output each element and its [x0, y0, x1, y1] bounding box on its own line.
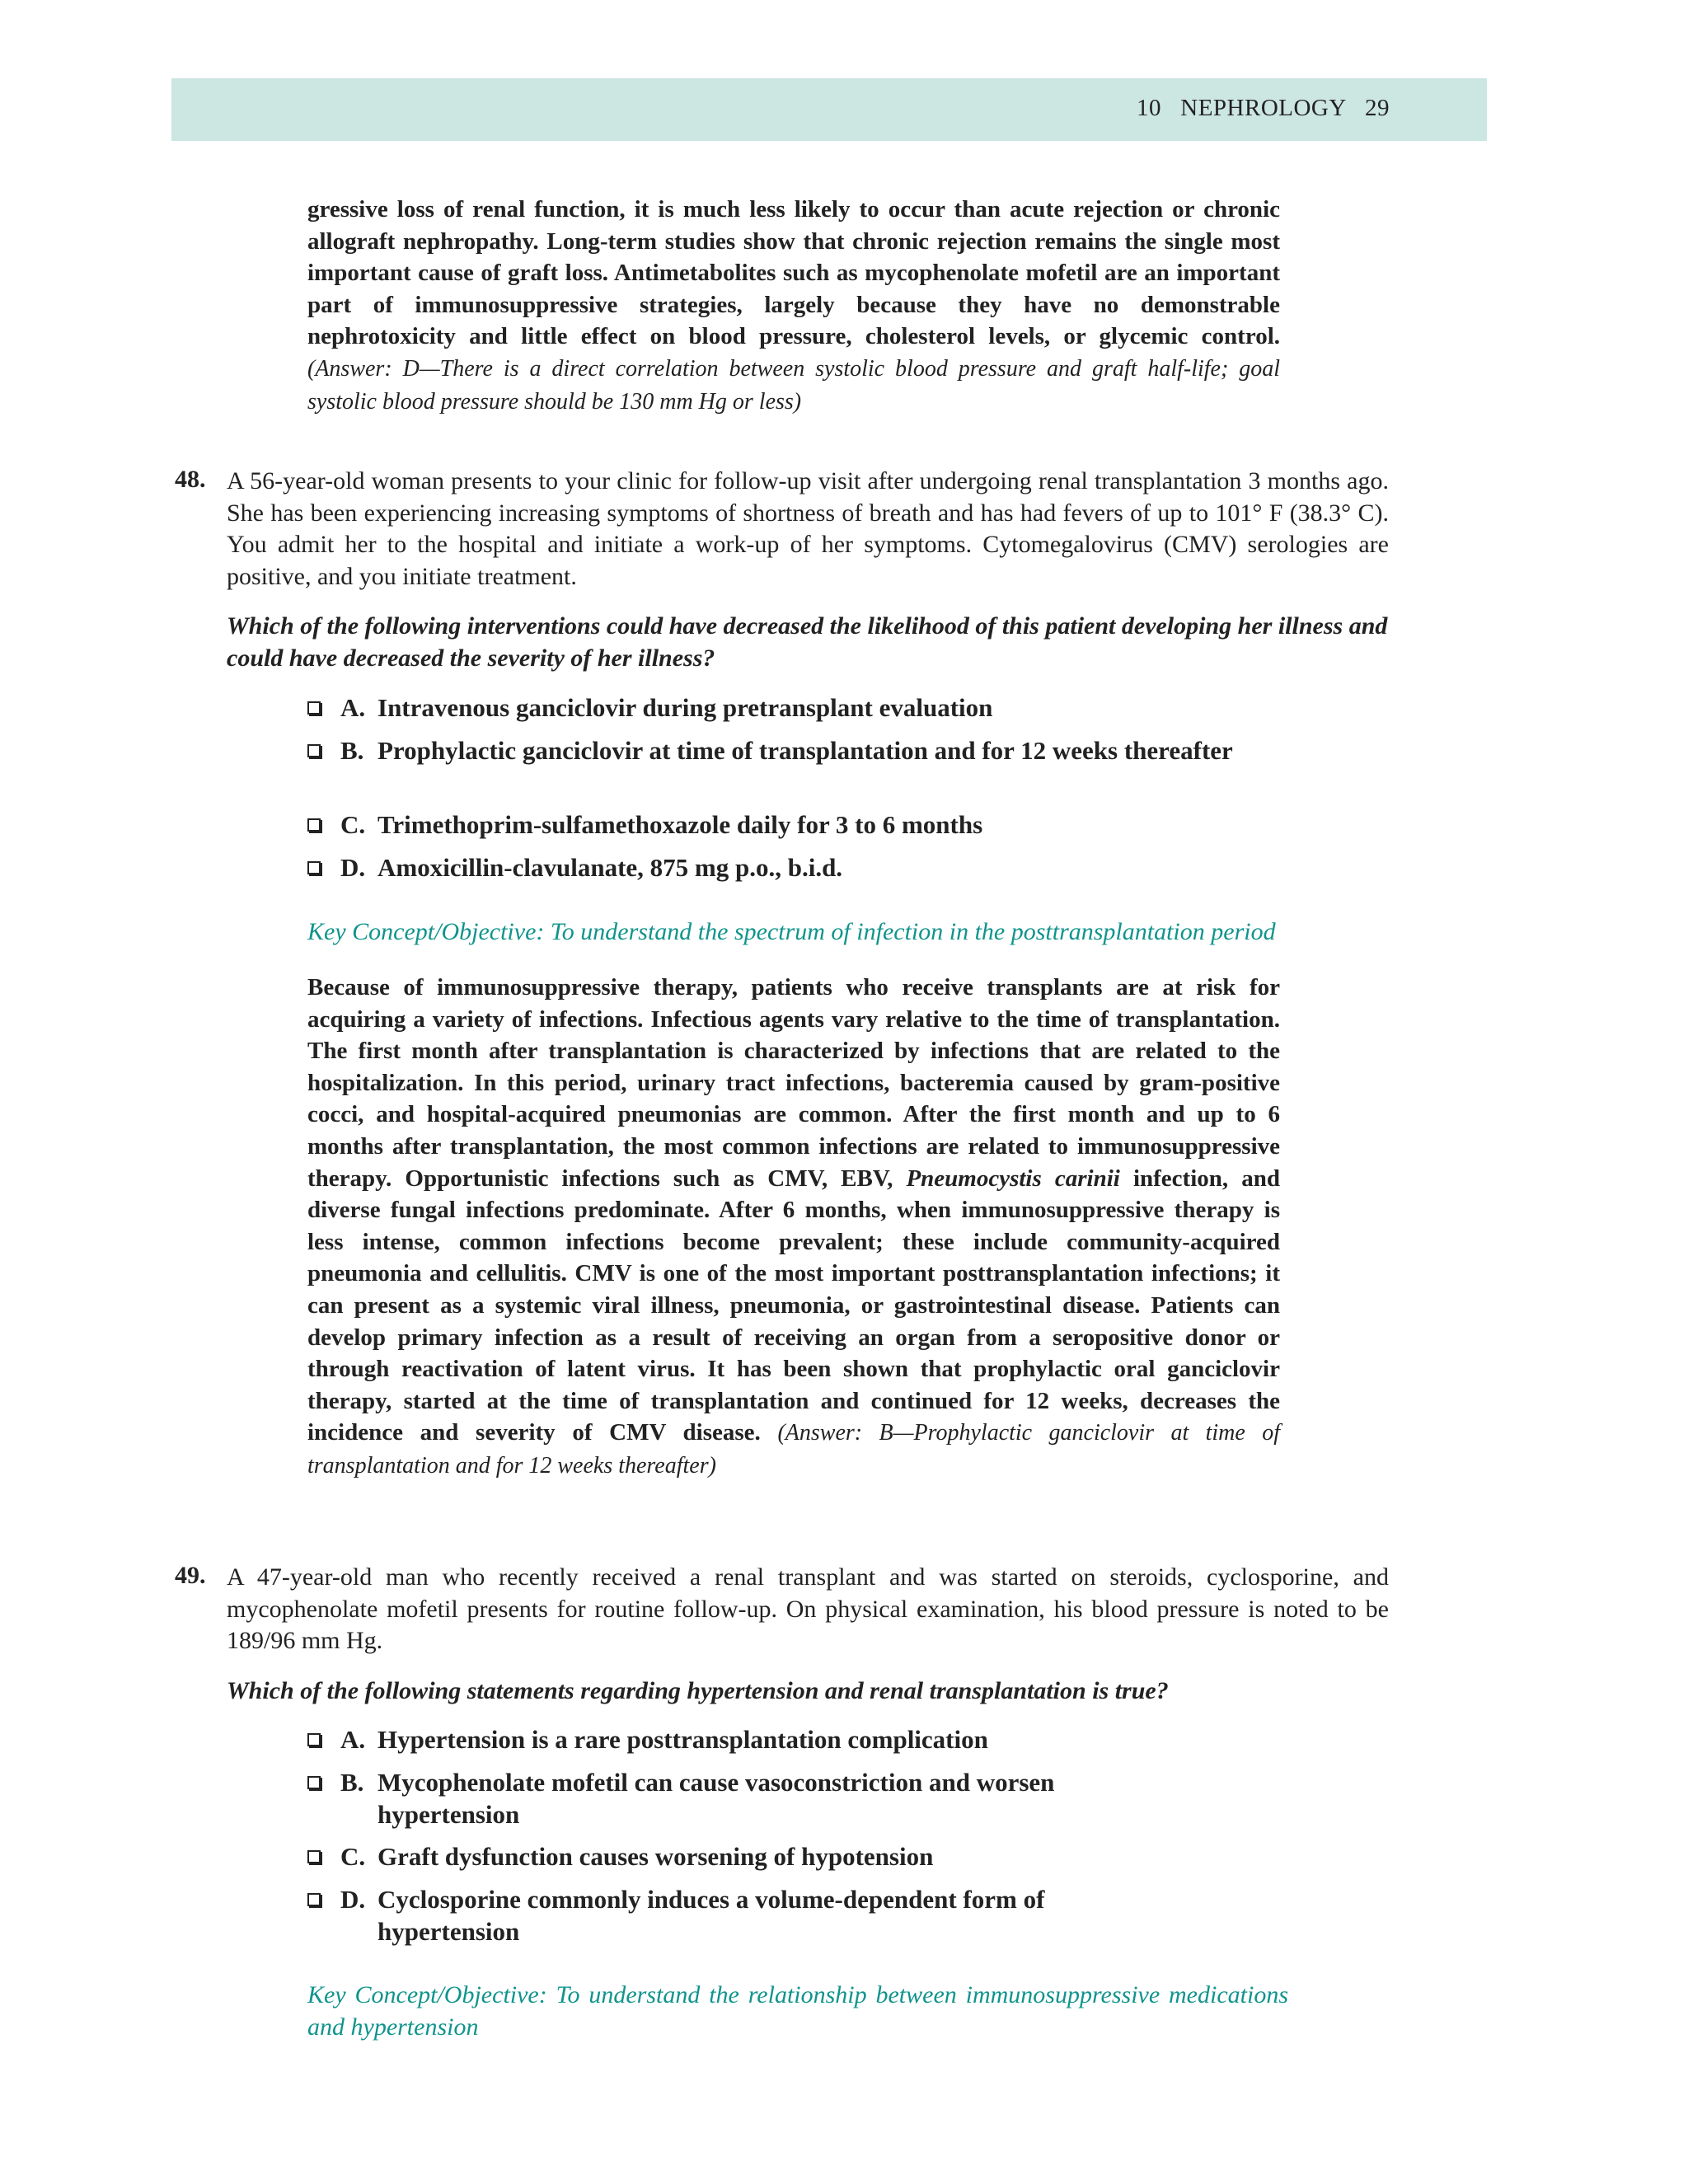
question-49-stem [227, 1562, 1389, 1657]
q48-answer: (Answer: B—Prophylactic ganciclovir at time of transplantation and for 12 weeks thereafter) [307, 1420, 1281, 1479]
option-text: Mycophenolate mofetil can cause vasoconstriction and worsen hypertension [377, 1768, 1055, 1829]
q49-key-concept [307, 1980, 1288, 2043]
checkbox-icon[interactable] [307, 1767, 340, 1830]
prev-explanation [307, 194, 1280, 418]
question-49-prompt-text: Which of the following statements regarding hypertension and renal transplantation is true? [227, 1677, 1169, 1704]
question-48-stem-text: A 56-year-old woman presents to your clinic for follow-up visit after undergoing renal transplantation 3 months ago. She has been experiencing increasing symptoms of shortness of breath and has had fevers of up to 101° F (38.3° C). You admit her to the hospital and initiate a work-up of her symptoms. Cytomegalovirus (CMV) serologies are positive, and you initiate treatment. [227, 467, 1389, 590]
option-text: Graft dysfunction causes worsening of hypotension [377, 1842, 934, 1871]
option-letter: C. [340, 1842, 366, 1871]
option-letter: B. [340, 1768, 364, 1797]
q49-option-a[interactable] [307, 1724, 1181, 1756]
q49-option-c[interactable] [307, 1841, 1181, 1873]
question-48-number: 48. [175, 466, 206, 493]
q49-option-b[interactable] [307, 1767, 1181, 1830]
chapter-number: 10 [1137, 95, 1162, 121]
option-text: Cyclosporine commonly induces a volume-dependent form of hypertension [377, 1885, 1045, 1946]
question-48-prompt-text: Which of the following interventions could have decreased the likelihood of this patient developing her illness and could have decreased the severity of her illness? [227, 612, 1388, 672]
option-text: Trimethoprim-sulfamethoxazole daily for 3 to 6 months [377, 810, 983, 839]
q48-key-concept-text: Key Concept/Objective: To understand the spectrum of infection in the posttransplantation period [307, 918, 1276, 945]
question-49-stem-text: A 47-year-old man who recently received a renal transplant and was started on steroids, cyclosporine, and mycophenolate mofetil presents for routine follow-up. On physical examination, his blood pressure is noted to be 189/96 mm Hg. [227, 1563, 1389, 1655]
q48-option-d[interactable] [307, 852, 1288, 884]
q48-explanation-organism: Pneumocystis carinii [906, 1165, 1120, 1192]
page-number: 29 [1365, 95, 1390, 121]
option-letter: A. [340, 693, 366, 722]
checkbox-icon[interactable] [307, 1841, 340, 1873]
prev-explanation-body: gressive loss of renal function, it is much less likely to occur than acute rejection or chronic allograft nephropathy. Long-term studies show that chronic rejection remains the single most important cause of graft loss. Antimetabolites such as mycophenolate mofetil are an important part of immunosuppressive strategies, largely because they have no demonstrable nephrotoxicity and little effect on blood pressure, cholesterol levels, or glycemic control. [307, 196, 1280, 350]
checkbox-icon[interactable] [307, 1884, 340, 1947]
question-48-stem [227, 466, 1389, 593]
option-letter: B. [340, 736, 364, 765]
running-header [171, 78, 1487, 141]
question-49-prompt [227, 1675, 1389, 1708]
option-letter: D. [340, 853, 366, 882]
header-text [1137, 95, 1390, 122]
q49-option-d[interactable] [307, 1884, 1181, 1947]
checkbox-icon[interactable] [307, 735, 340, 767]
prev-answer: (Answer: D—There is a direct correlation between systolic blood pressure and graft half-life; goal systolic blood pressure should be 130 mm Hg or less) [307, 355, 1280, 415]
checkbox-icon[interactable] [307, 852, 340, 884]
q48-key-concept [307, 916, 1296, 949]
option-letter: A. [340, 1725, 366, 1754]
option-letter: C. [340, 810, 366, 839]
chapter-title: NEPHROLOGY [1180, 95, 1346, 121]
q48-option-b[interactable] [307, 735, 1288, 767]
option-text: Hypertension is a rare posttransplantation complication [377, 1725, 988, 1754]
question-48-prompt [227, 611, 1389, 674]
option-text: Prophylactic ganciclovir at time of transplantation and for 12 weeks thereafter [377, 736, 1233, 765]
q48-explanation [307, 972, 1280, 1483]
q48-option-a[interactable] [307, 692, 1288, 724]
prev-explanation-text [307, 194, 1280, 418]
q48-explanation-text [307, 972, 1280, 1483]
q48-explanation-part1: Because of immunosuppressive therapy, patients who receive transplants are at risk for acquiring a variety of infections. Infectious agents vary relative to the time of transplantation. The first month after transplantation is characterized by infections that are related to the hospitalization. In this period, urinary tract infections, bacteremia caused by gram-positive cocci, and hospital-acquired pneumonias are common. After the first month and up to 6 months after transplantation, the most common infections are related to immunosuppressive therapy. Opportunistic infections such as CMV, EBV, [307, 974, 1280, 1192]
option-text: Amoxicillin-clavulanate, 875 mg p.o., b.i.d. [377, 853, 843, 882]
q48-explanation-part2: infection, and diverse fungal infections predominate. After 6 months, when immunosuppressive therapy is less intense, common infections become prevalent; these include community-acquired pneumonia and cellulitis. CMV is one of the most important posttransplantation infections; it can present as a systemic viral illness, pneumonia, or gastrointestinal disease. Patients can develop primary infection as a result of receiving an organ from a seropositive donor or through reactivation of latent virus. It has been shown that prophylactic oral ganciclovir therapy, started at the time of transplantation and continued for 12 weeks, decreases the incidence and severity of CMV disease. [307, 1165, 1280, 1446]
checkbox-icon[interactable] [307, 1724, 340, 1756]
option-letter: D. [340, 1885, 366, 1914]
checkbox-icon[interactable] [307, 692, 340, 724]
option-text: Intravenous ganciclovir during pretransplant evaluation [377, 693, 993, 722]
question-49-number: 49. [175, 1562, 206, 1589]
checkbox-icon[interactable] [307, 809, 340, 841]
q49-key-concept-text: Key Concept/Objective: To understand the relationship between immunosuppressive medications and hypertension [307, 1981, 1288, 2041]
q48-option-c[interactable] [307, 809, 1288, 841]
